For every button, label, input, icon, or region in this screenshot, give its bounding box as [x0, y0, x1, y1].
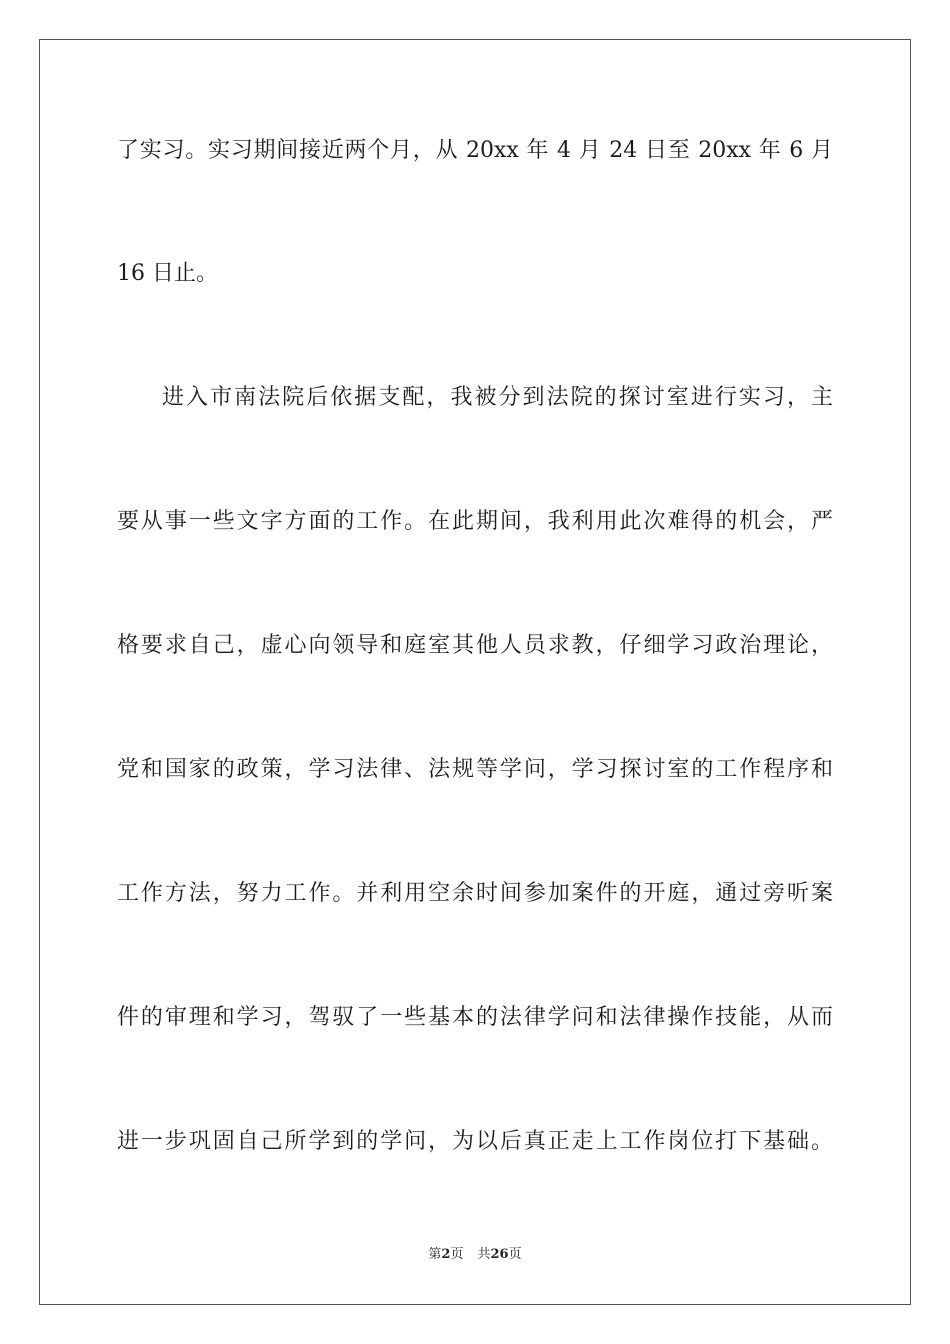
page-border — [39, 39, 911, 1305]
paragraph-line-8: 件的审理和学习，驾驭了一些基本的法律学问和法律操作技能，从而 — [117, 1005, 833, 1030]
page-total: 26 — [490, 1247, 509, 1262]
page-total-prefix: 共 — [477, 1247, 491, 1262]
page-number-suffix: 页 — [450, 1247, 464, 1262]
paragraph-line-4: 要从事一些文字方面的工作。在此期间，我利用此次难得的机会，严 — [117, 509, 833, 534]
paragraph-line-6: 党和国家的政策，学习法律、法规等学问，学习探讨室的工作程序和 — [117, 757, 833, 782]
paragraph-line-5: 格要求自己，虚心向领导和庭室其他人员求教，仔细学习政治理论， — [117, 633, 833, 658]
paragraph-line-9: 进一步巩固自己所学到的学问，为以后真正走上工作岗位打下基础。 — [117, 1129, 833, 1154]
page-number-prefix: 第 — [428, 1247, 442, 1262]
page-footer — [0, 1246, 950, 1264]
paragraph-line-7: 工作方法，努力工作。并利用空余时间参加案件的开庭，通过旁听案 — [117, 881, 833, 906]
page-total-suffix: 页 — [508, 1247, 522, 1262]
paragraph-line-3: 进入市南法院后依据支配，我被分到法院的探讨室进行实习，主 — [162, 385, 833, 410]
paragraph-line-1: 了实习。实习期间接近两个月，从 20xx 年 4 月 24 日至 20xx 年 6 月 — [117, 138, 833, 163]
paragraph-line-2: 16 日止。 — [117, 261, 218, 286]
page-number-current: 2 — [441, 1247, 451, 1262]
